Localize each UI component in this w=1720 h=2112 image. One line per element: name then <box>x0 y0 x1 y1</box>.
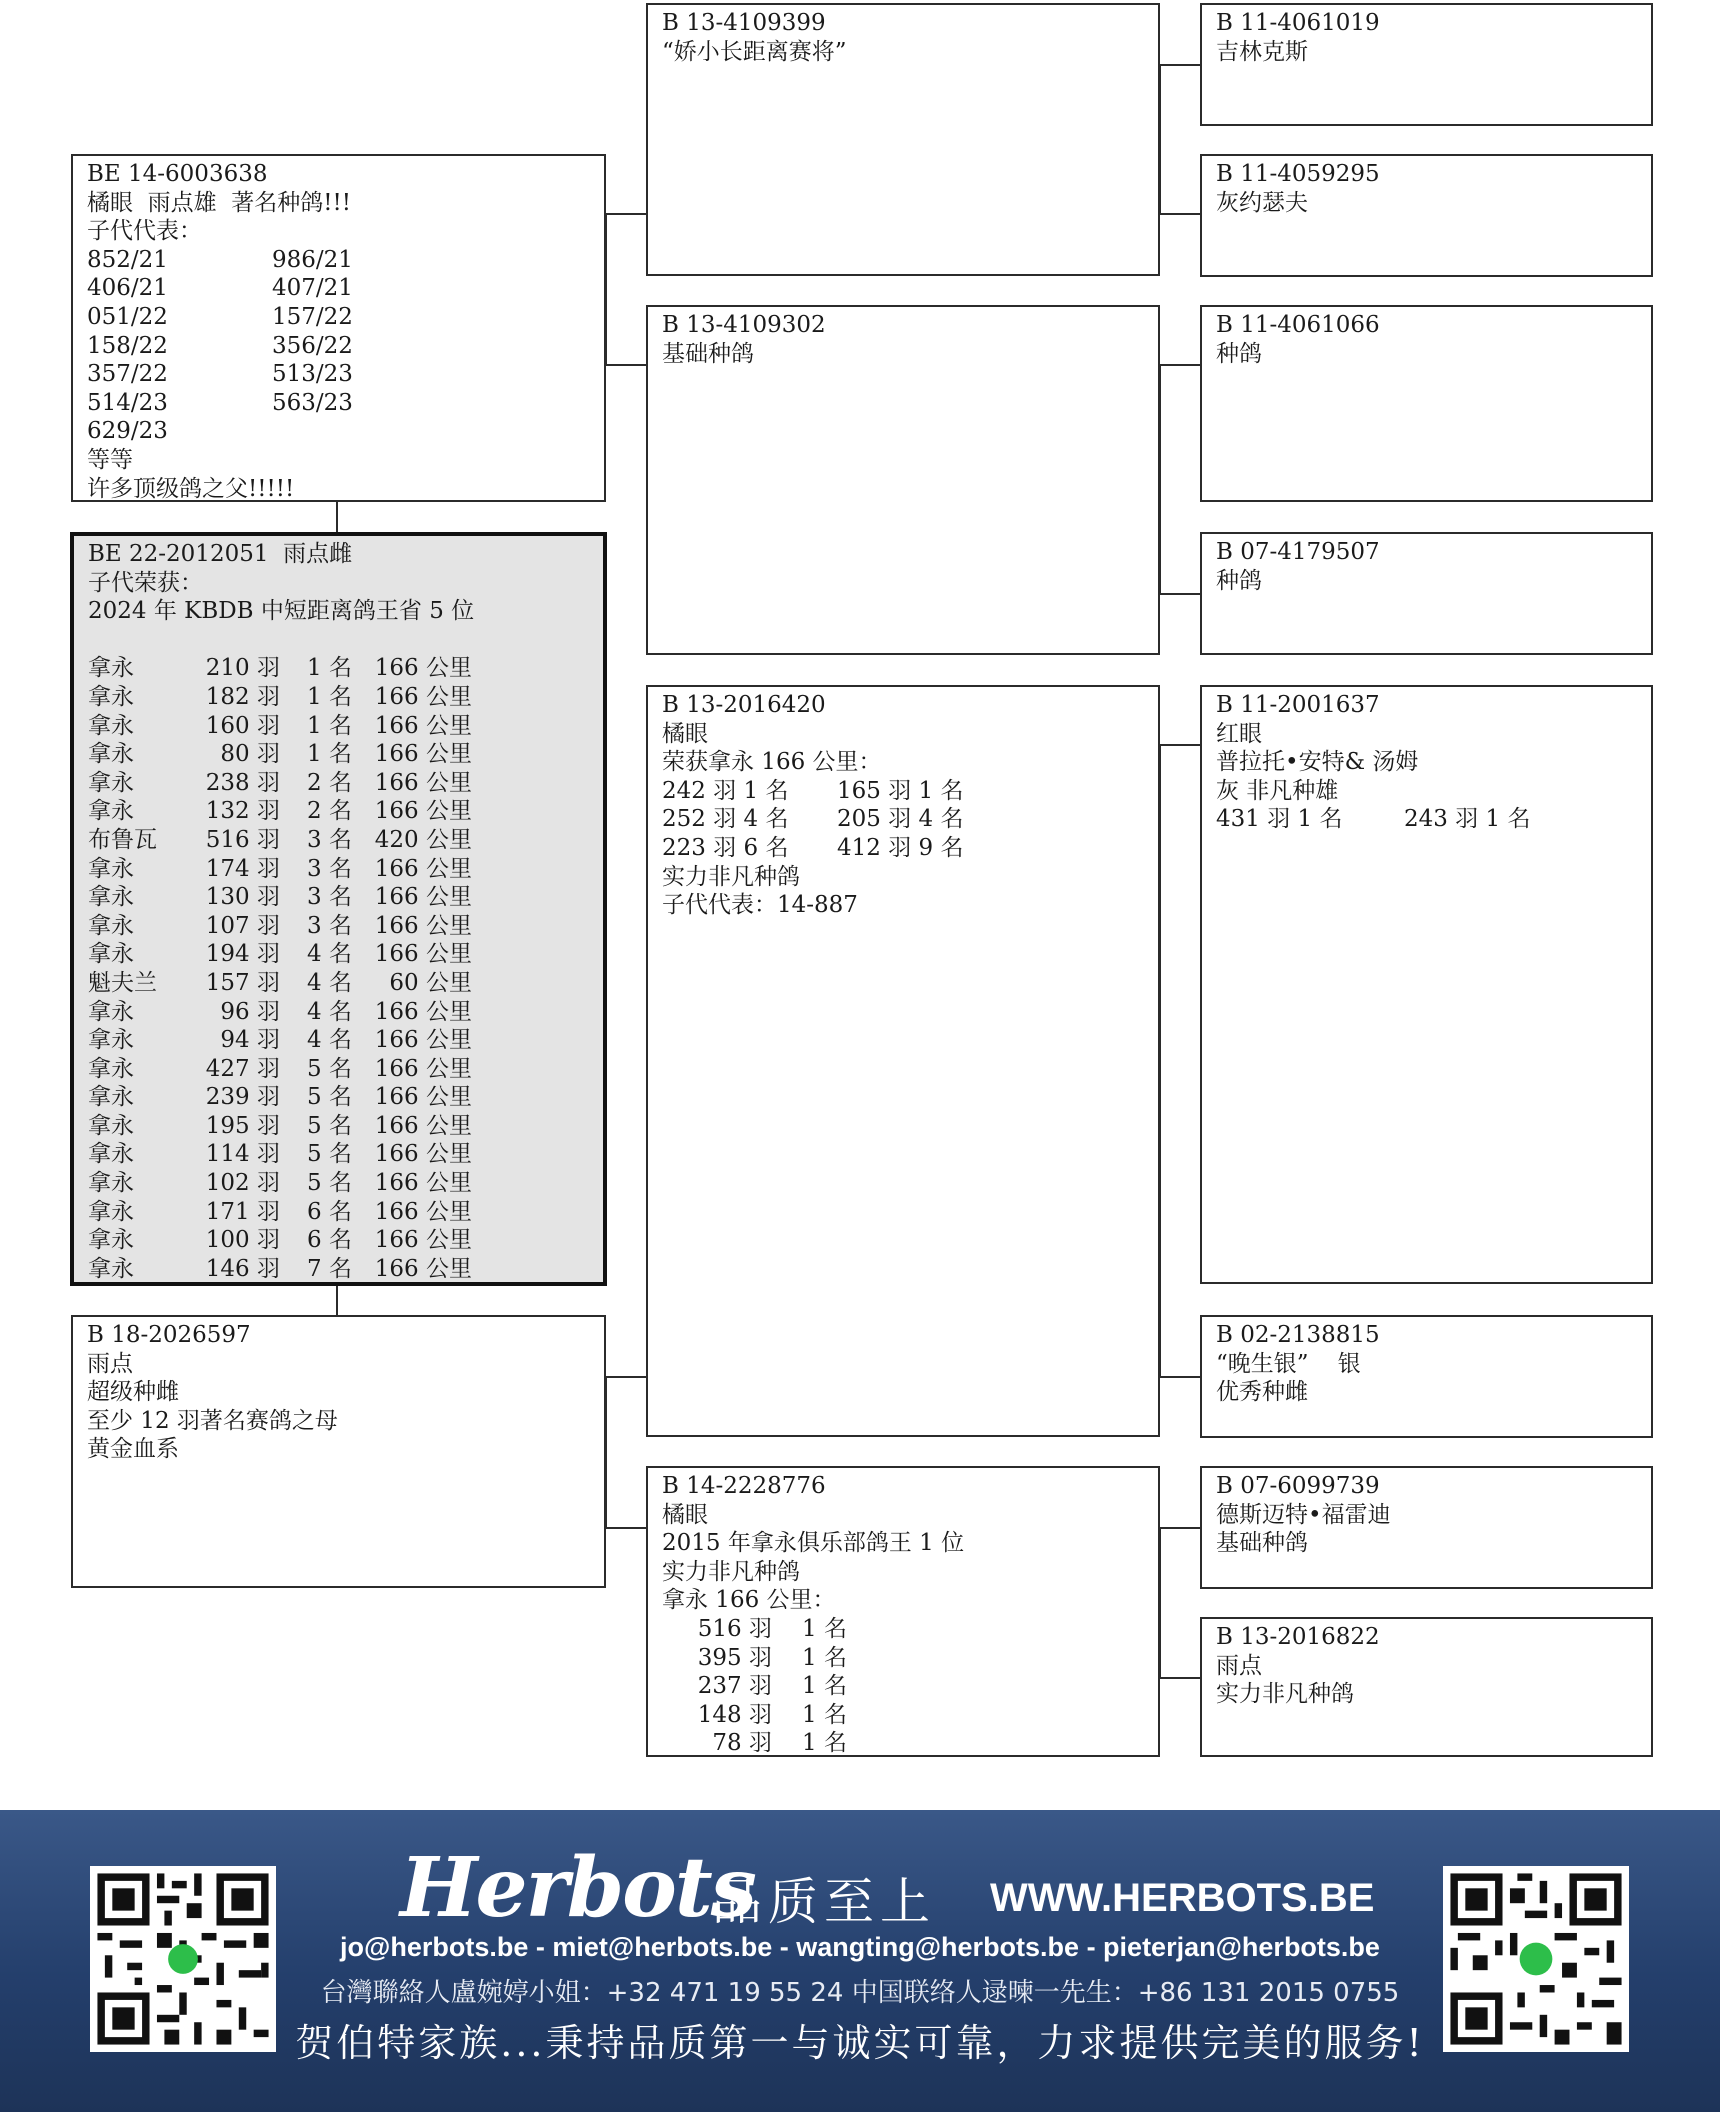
result-row: 拿永 238 羽 2 名 166 公里 <box>88 769 472 796</box>
offspring-row: 514/23 563/23 <box>87 389 353 416</box>
great-grandparent-card: B 11-4061066 种鸽 <box>1200 305 1653 502</box>
offspring-row: 051/22 157/22 <box>87 303 353 330</box>
result-row: 拿永 130 羽 3 名 166 公里 <box>88 884 472 911</box>
result-row: 拿永 171 羽 6 名 166 公里 <box>88 1198 472 1225</box>
result-row: 拿永 132 羽 2 名 166 公里 <box>88 798 472 825</box>
result-row: 395 羽 1 名 <box>697 1644 847 1671</box>
great-grandparent-card: B 07-6099739 德斯迈特•福雷迪 基础种鸽 <box>1200 1466 1653 1589</box>
great-grandparent-card: B 02-2138815 “晚生银” 银 优秀种雌 <box>1200 1315 1653 1438</box>
result-row: 拿永 182 羽 1 名 166 公里 <box>88 683 472 710</box>
result-row: 布鲁瓦 516 羽 3 名 420 公里 <box>88 826 472 853</box>
result-row: 拿永 107 羽 3 名 166 公里 <box>88 912 472 939</box>
offspring-row: 629/23 <box>87 418 168 445</box>
offspring-row: 406/21 407/21 <box>87 275 353 302</box>
result-row: 拿永 194 羽 4 名 166 公里 <box>88 941 472 968</box>
ring-number: B 13-4109399 <box>662 10 826 36</box>
ring-number: B 02-2138815 <box>1216 1322 1380 1348</box>
great-grandparent-card: B 11-2001637 红眼 普拉托•安特& 汤姆 灰 非凡种雄 431 羽 1 名 243 羽 1 名 <box>1200 685 1653 1284</box>
contact-info: 台灣聯絡人盧婉婷小姐：+32 471 19 55 24 中国联络人逯暕一先生：+86 131 2015 0755 <box>320 1978 1400 2008</box>
connector-line <box>605 364 647 366</box>
result-row: 拿永 195 羽 5 名 166 公里 <box>88 1112 472 1139</box>
connector-line <box>336 1285 338 1315</box>
result-row: 148 羽 1 名 <box>697 1701 847 1728</box>
great-grandparent-card: B 11-4059295 灰约瑟夫 <box>1200 154 1653 277</box>
ring-number: BE 22-2012051 雨点雌 <box>88 541 353 567</box>
ring-number: B 18-2026597 <box>87 1322 251 1348</box>
ring-number: B 14-2228776 <box>662 1473 826 1499</box>
connector-line <box>605 213 647 215</box>
results-table <box>88 654 589 1283</box>
result-row: 拿永 100 羽 6 名 166 公里 <box>88 1227 472 1254</box>
subject-card: BE 22-2012051 雨点雌 子代荣获： 2024 年 KBDB 中短距离鸽王省 5 位 拿永 210 羽 1 名 166 公里 拿永 182 羽 1 名 166 公里 拿永 160 羽 1 名 166 公里 拿永 80 羽 1 名 166 公里 拿永 238 羽 2 名 166 公里 拿永 132 羽 2 名 166 公里 布鲁瓦 516 羽 3 名 420 公里 拿永 174 羽 3 名 166 公里 拿永 130 羽 3 名 166 公里 拿永 107 羽 3 名 166 公里 拿永 194 羽 4 名 166 公里 魁夫兰 157 羽 4 名 60 公里 拿永 96 羽 4 名 166 公里 拿永 94 羽 4 名 166 公里 拿永 427 羽 5 名 166 公里 拿永 239 羽 5 名 166 公里 拿永 195 羽 5 名 166 公里 拿永 114 羽 5 名 166 公里 拿永 102 羽 5 名 166 公里 拿永 171 羽 6 名 166 公里 拿永 100 羽 6 名 166 公里 拿永 146 羽 7 名 166 公里 <box>70 532 607 1286</box>
offspring-row: 357/22 513/23 <box>87 361 353 388</box>
result-row: 252 羽 4 名 205 羽 4 名 <box>662 806 964 833</box>
result-row: 拿永 174 羽 3 名 166 公里 <box>88 855 472 882</box>
connector-line <box>1159 1376 1201 1378</box>
result-row: 237 羽 1 名 <box>697 1673 847 1700</box>
ring-number: B 13-2016420 <box>662 692 826 718</box>
connector-line <box>1159 64 1201 66</box>
connector-line <box>605 1376 647 1378</box>
result-row: 魁夫兰 157 羽 4 名 60 公里 <box>88 969 472 996</box>
offspring-row: 852/21 986/21 <box>87 246 353 273</box>
dam-card: B 18-2026597 雨点 超级种雌 至少 12 羽著名赛鸽之母 黄金血系 <box>71 1315 606 1588</box>
connector-line <box>1159 744 1201 746</box>
brand-logo: Herbots <box>400 1840 755 1936</box>
ring-number: B 11-4059295 <box>1216 161 1380 187</box>
ring-number: B 07-4179507 <box>1216 539 1380 565</box>
connector-line <box>336 500 338 534</box>
ring-number: B 07-6099739 <box>1216 1473 1380 1499</box>
great-grandparent-card: B 11-4061019 吉林克斯 <box>1200 3 1653 126</box>
sire-sire-card: B 13-4109399 “娇小长距离赛将” <box>646 3 1160 276</box>
result-row: 拿永 96 羽 4 名 166 公里 <box>88 998 472 1025</box>
result-row: 242 羽 1 名 165 羽 1 名 <box>662 777 964 804</box>
connector-line <box>1159 364 1201 366</box>
connector-line <box>1159 593 1201 595</box>
email-list[interactable]: jo@herbots.be - miet@herbots.be - wangting@herbots.be - pieterjan@herbots.be <box>340 1932 1380 1962</box>
result-row: 431 羽 1 名 243 羽 1 名 <box>1216 806 1531 833</box>
dam-dam-card: B 14-2228776 橘眼 2015 年拿永俱乐部鸽王 1 位 实力非凡种鸽 拿永 166 公里： 516 羽 1 名 395 羽 1 名 237 羽 1 名 148 羽 1 名 78 羽 1 名 <box>646 1466 1160 1757</box>
ring-number: B 13-4109302 <box>662 312 826 338</box>
offspring-row: 158/22 356/22 <box>87 332 353 359</box>
result-row: 拿永 239 羽 5 名 166 公里 <box>88 1084 472 1111</box>
dam-sire-card: B 13-2016420 橘眼 荣获拿永 166 公里： 242 羽 1 名 165 羽 1 名 252 羽 4 名 205 羽 4 名 223 羽 6 名 412 羽 9 名 实力非凡种鸽 子代代表：14-887 <box>646 685 1160 1437</box>
ring-number: B 11-4061019 <box>1216 10 1380 36</box>
result-row: 拿永 94 羽 4 名 166 公里 <box>88 1027 472 1054</box>
connector-line <box>605 1527 647 1529</box>
motto: 贺伯特家族...秉持品质第一与诚实可靠，力求提供完美的服务! <box>295 2021 1425 2065</box>
sire-dam-card: B 13-4109302 基础种鸽 <box>646 305 1160 655</box>
result-row: 78 羽 1 名 <box>712 1730 847 1757</box>
result-row: 516 羽 1 名 <box>697 1615 847 1642</box>
connector-line <box>1159 1677 1201 1679</box>
result-row: 拿永 160 羽 1 名 166 公里 <box>88 712 472 739</box>
great-grandparent-card: B 13-2016822 雨点 实力非凡种鸽 <box>1200 1617 1653 1757</box>
result-row: 拿永 80 羽 1 名 166 公里 <box>88 741 472 768</box>
ring-number: B 13-2016822 <box>1216 1624 1380 1650</box>
result-row: 223 羽 6 名 412 羽 9 名 <box>662 834 964 861</box>
ring-number: B 11-4061066 <box>1216 312 1380 338</box>
ring-number: BE 14-6003638 <box>87 161 268 187</box>
result-row: 拿永 210 羽 1 名 166 公里 <box>88 655 472 682</box>
website-link[interactable]: WWW.HERBOTS.BE <box>990 1876 1375 1920</box>
result-row: 拿永 102 羽 5 名 166 公里 <box>88 1170 472 1197</box>
result-row: 拿永 114 羽 5 名 166 公里 <box>88 1141 472 1168</box>
result-row: 拿永 146 羽 7 名 166 公里 <box>88 1255 472 1282</box>
sire-card: BE 14-6003638 橘眼 雨点雄 著名种鸽!!! 子代代表： 852/21 986/21 406/21 407/21 051/22 157/22 158/22 356/22 357/22 513/23 514/23 563/23 629/23 等等 许多顶级鸽之父!!!!! <box>71 154 606 502</box>
brand-slogan: 品质至上 <box>712 1873 936 1931</box>
result-row: 拿永 427 羽 5 名 166 公里 <box>88 1055 472 1082</box>
connector-line <box>1159 213 1201 215</box>
ring-number: B 11-2001637 <box>1216 692 1380 718</box>
connector-line <box>1159 1527 1201 1529</box>
great-grandparent-card: B 07-4179507 种鸽 <box>1200 532 1653 655</box>
